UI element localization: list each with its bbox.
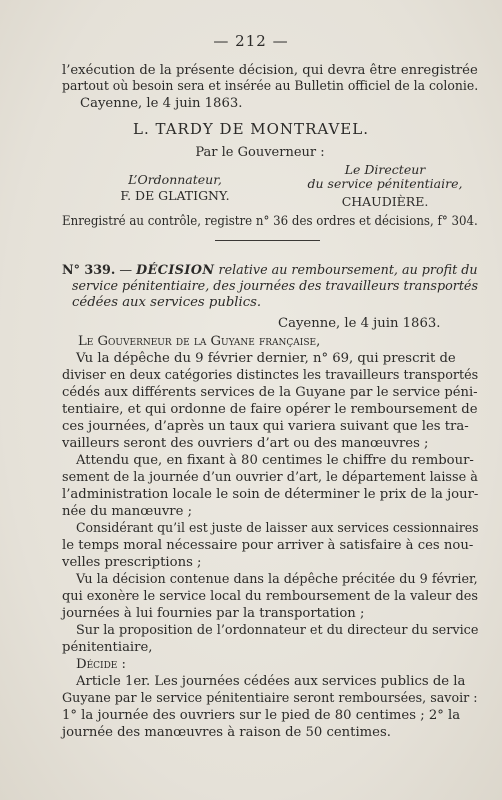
text-line: 1° la journée des ouvriers sur le pied de 80 centimes ; 2° la [62, 708, 461, 723]
decision-heading-line [72, 278, 478, 295]
heading-text: service pénitentiaire, des journées des travailleurs transportés [72, 279, 478, 294]
text-line: partout où besoin sera et insérée au Bulletin officiel de la colonie. [62, 79, 479, 94]
text-line: cédés aux différents services de la Guyane par le service péni- [62, 385, 478, 400]
text-line: Vu la décision contenue dans la dépêche précitée du 9 février, [76, 572, 478, 587]
heading-text: cédées aux services publics. [72, 295, 262, 310]
decision-heading-line [72, 294, 261, 311]
text-line: Le Gouverneur de la Guyane française, [78, 334, 321, 349]
text-line: ces journées, d’après un taux qui variera suivant que les tra- [62, 419, 469, 434]
text-line: qui exonère le service local du remboursement de la valeur des [62, 589, 478, 604]
text-line: diviser en deux catégories distinctes les travailleurs transportés [62, 368, 479, 383]
heading-text: relative au remboursement, au profit du [214, 263, 478, 278]
place-date: Cayenne, le 4 juin 1863. [278, 316, 441, 331]
text-line: journées à lui fournies par la transportation ; [62, 606, 365, 621]
text-line: née du manœuvre ; [62, 504, 193, 519]
page-number: — 212 — [213, 32, 289, 50]
text-line: Guyane par le service pénitentiaire seront remboursées, savoir : [62, 691, 478, 706]
text-line: velles prescriptions ; [62, 555, 202, 570]
par-le-gouverneur: Par le Gouverneur : [195, 145, 325, 160]
text-line: Sur la proposition de l’ordonnateur et du directeur du service [76, 623, 479, 638]
signature-directeur [300, 163, 470, 209]
signatory-name: F. DE GLATIGNY. [120, 188, 230, 203]
text-line: Attendu que, en fixant à 80 centimes le chiffre du rembour- [76, 453, 474, 468]
place-date: Cayenne, le 4 juin 1863. [80, 96, 243, 111]
signatory-role: L’Ordonnateur, [128, 172, 222, 187]
signatory-role: Le Directeur [344, 162, 426, 177]
decision-heading [62, 262, 478, 279]
text-line: l’exécution de la présente décision, qui devra être enregistrée [62, 63, 478, 78]
decision-number: N° 339. [62, 263, 116, 278]
text-line: vailleurs seront des ouvriers d’art ou des manœuvres ; [62, 436, 429, 451]
text-line: le temps moral nécessaire pour arriver à satisfaire à ces nou- [62, 538, 474, 553]
decide-heading: Décide : [76, 657, 127, 672]
signatory-role: du service pénitentiaire, [307, 176, 463, 191]
text-line: Considérant qu’il est juste de laisser aux services cessionnaires [76, 521, 479, 536]
governor-signature: L. TARDY DE MONTRAVEL. [133, 120, 369, 138]
decision-keyword: DÉCISION [136, 263, 215, 278]
signature-ordonnateur [100, 172, 250, 204]
section-divider [215, 240, 320, 241]
text-line: journée des manœuvres à raison de 50 centimes. [62, 725, 391, 740]
signatory-name: CHAUDIÈRE. [341, 194, 429, 209]
text-line: l’administration locale le soin de déterminer le prix de la jour- [62, 487, 479, 502]
text-line: tentiaire, et qui ordonne de faire opérer le remboursement de [62, 402, 478, 417]
text-line: sement de la journée d’un ouvrier d’art, le département laisse à [62, 470, 478, 485]
text-line: pénitentiaire, [62, 640, 153, 655]
registration-note: Enregistré au contrôle, registre n° 36 des ordres et décisions, f° 304. [62, 213, 478, 228]
heading-dash: — [115, 263, 137, 278]
text-line: Vu la dépêche du 9 février dernier, n° 69, qui prescrit de [76, 351, 456, 366]
text-line: Article 1er. Les journées cédées aux services publics de la [76, 674, 466, 689]
